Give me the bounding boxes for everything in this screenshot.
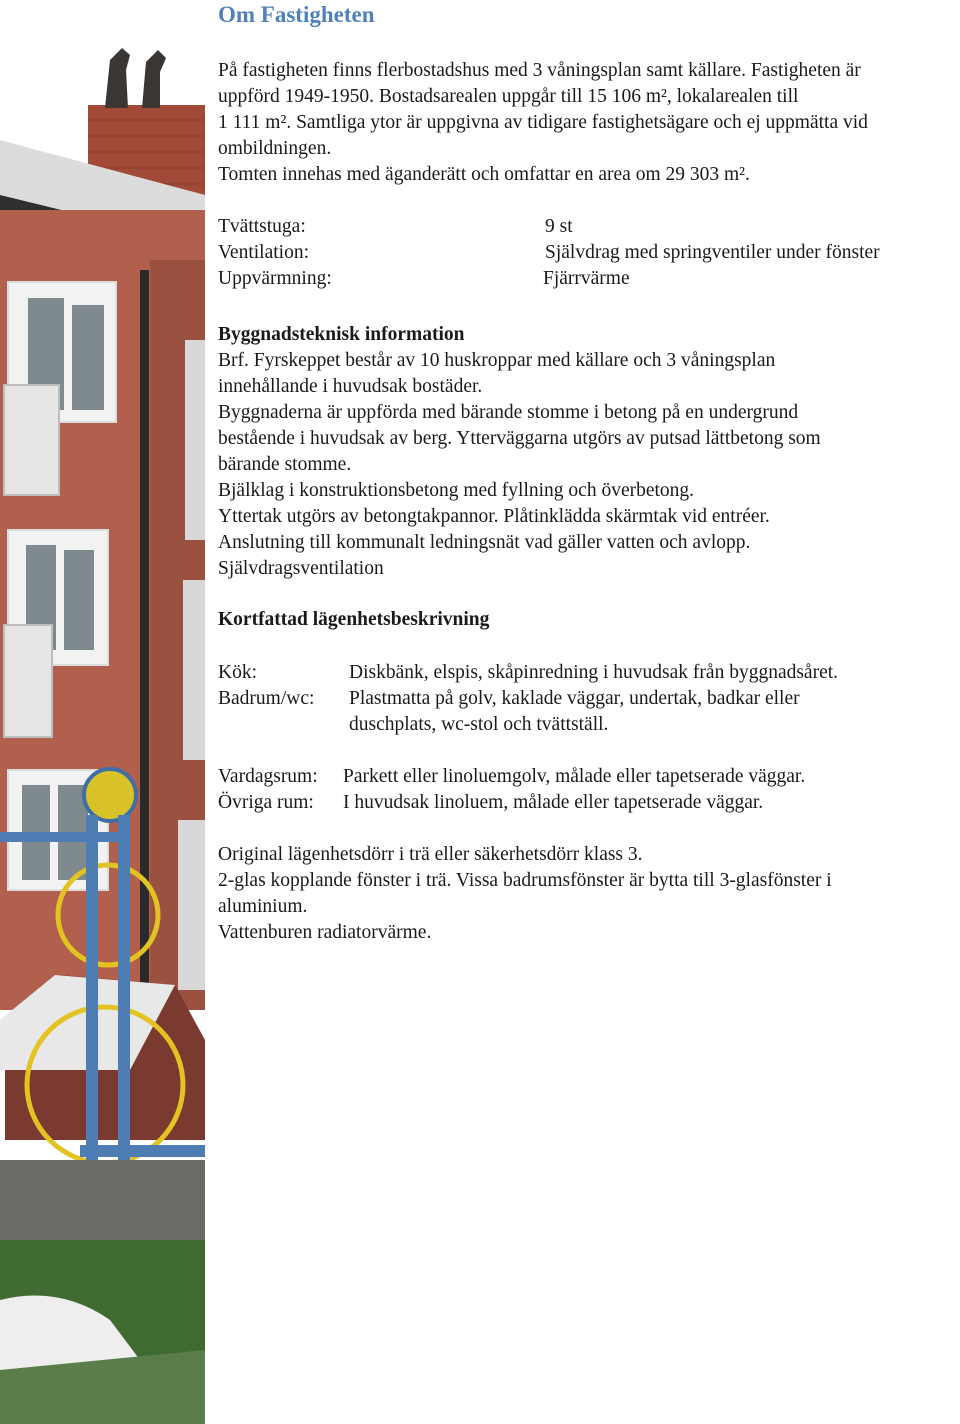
room-label: Vardagsrum:: [218, 766, 318, 787]
other-line: Original lägenhetsdörr i trä eller säkerhetsdörr klass 3.: [218, 844, 643, 865]
fact-label: Ventilation:: [218, 242, 309, 263]
page-title: Om Fastigheten: [218, 2, 375, 27]
room-value: I huvudsak linoluem, målade eller tapetserade väggar.: [343, 792, 764, 813]
building-line: bestående i huvudsak av berg. Ytterväggarna utgörs av putsad lättbetong som: [218, 428, 821, 449]
fact-value: Fjärrvärme: [543, 268, 630, 289]
building-photo: [0, 0, 205, 1424]
intro-line: På fastigheten finns flerbostadshus med 3 våningsplan samt källare. Fastigheten är: [218, 60, 861, 81]
building-line: Bjälklag i konstruktionsbetong med fyllning och överbetong.: [218, 480, 695, 501]
fact-label: Tvättstuga:: [218, 216, 306, 237]
fact-value: 9 st: [545, 216, 573, 237]
room-label: Badrum/wc:: [218, 688, 315, 709]
intro-line: 1 111 m². Samtliga ytor är uppgivna av tidigare fastighetsägare och ej uppmätta vid: [218, 112, 868, 133]
building-line: Yttertak utgörs av betongtakpannor. Plåtinklädda skärmtak vid entréer.: [218, 506, 770, 527]
building-line: Anslutning till kommunalt ledningsnät vad gäller vatten och avlopp.: [218, 532, 751, 553]
building-line: Självdragsventilation: [218, 558, 384, 579]
room-value: Plastmatta på golv, kaklade väggar, undertak, badkar eller: [349, 688, 800, 709]
building-line: Byggnaderna är uppförda med bärande stomme i betong på en undergrund: [218, 402, 799, 423]
other-line: Vattenburen radiatorvärme.: [218, 922, 432, 943]
section-heading-apartment: Kortfattad lägenhetsbeskrivning: [218, 609, 490, 630]
fact-value: Självdrag med springventiler under fönster: [545, 242, 880, 263]
building-line: Brf. Fyrskeppet består av 10 huskroppar med källare och 3 våningsplan: [218, 350, 776, 371]
room-value: Diskbänk, elspis, skåpinredning i huvudsak från byggnadsåret.: [349, 662, 839, 683]
intro-line: uppförd 1949-1950. Bostadsarealen uppgår till 15 106 m², lokalarealen till: [218, 86, 799, 107]
other-line: aluminium.: [218, 896, 308, 917]
room-value: duschplats, wc-stol och tvättställ.: [349, 714, 609, 735]
room-label: Kök:: [218, 662, 257, 683]
other-line: 2-glas kopplande fönster i trä. Vissa badrumsfönster är bytta till 3-glasfönster i: [218, 870, 832, 891]
building-line: bärande stomme.: [218, 454, 352, 475]
section-heading-building: Byggnadsteknisk information: [218, 324, 465, 345]
room-label: Övriga rum:: [218, 792, 314, 813]
room-value: Parkett eller linoluemgolv, målade eller tapetserade väggar.: [343, 766, 806, 787]
building-line: innehållande i huvudsak bostäder.: [218, 376, 483, 397]
fact-label: Uppvärmning:: [218, 268, 332, 289]
intro-line: Tomten innehas med äganderätt och omfattar en area om 29 303 m².: [218, 164, 750, 185]
intro-line: ombildningen.: [218, 138, 332, 159]
